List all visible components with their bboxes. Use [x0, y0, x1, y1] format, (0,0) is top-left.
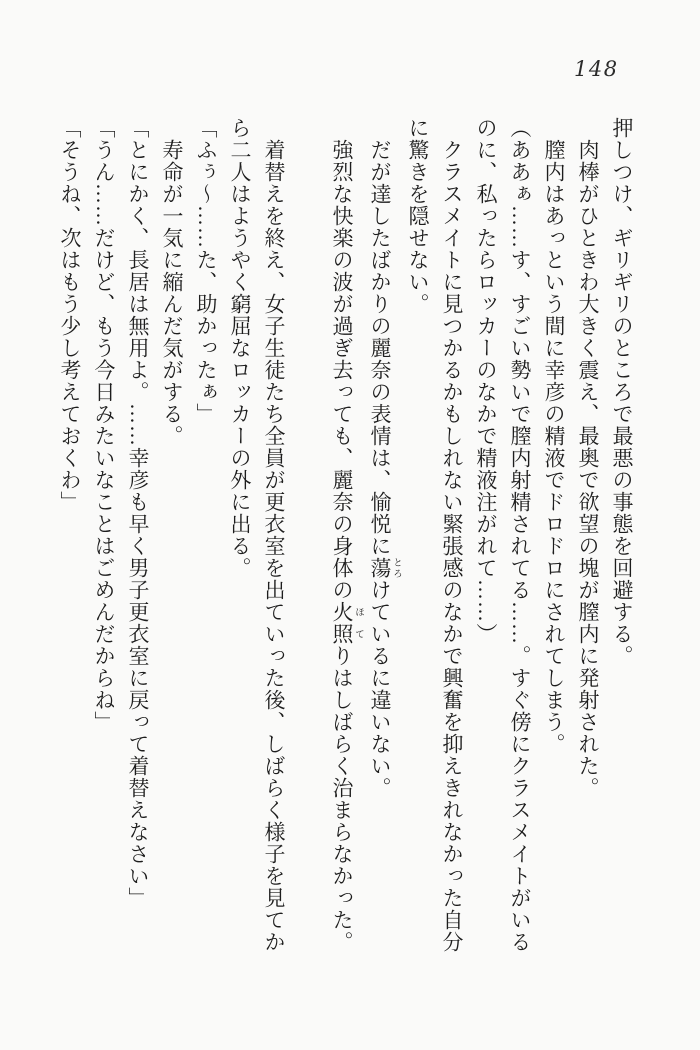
vertical-text-block	[53, 117, 639, 958]
paragraph: クラスメイトに見つかるかもしれない緊張感のなかで興奮を抑えきれなかった自分に驚きを隠せない。	[406, 117, 464, 953]
paragraph: 「とにかく、長居は無用よ。……幸彦も早く男子更衣室に戻って着替えなさい」	[126, 117, 150, 909]
paragraph: 強烈な快楽の波が過ぎ去っても、麗奈の身体の火 ほ照 てりはしばらく治まらなかった。	[330, 139, 363, 953]
paragraph: 「ふぅ～……た、助かったぁ」	[194, 117, 218, 425]
page-number: 148	[574, 57, 619, 81]
paragraph: 膣内はあっという間に幸彦の精液でドロドロにされてしまう。	[542, 139, 566, 755]
paragraph: 「うん……だけど、もう今日みたいなことはごめんだからね」	[92, 117, 116, 733]
paragraph: （ああぁ……す、すごい勢いで膣内射精されてる……。すぐ傍にクラスメイトがいるのに、私ったらロッカーのなかで精液注がれて……）	[474, 117, 532, 953]
paragraph: 寿命が一気に縮んだ気がする。	[160, 139, 184, 447]
paragraph: 押しつけ、ギリギリのところで最悪の事態を回避する。	[610, 117, 634, 667]
paragraph: 「そうね、次はもう少し考えておくわ」	[58, 117, 82, 513]
paragraph: 着替えを終え、女子生徒たち全員が更衣室を出ていった後、しばらく様子を見てから二人はようやく窮屈なロッカーの外に出る。	[228, 117, 286, 953]
ruby-annotation: 蕩 とろ	[368, 557, 401, 579]
ruby-annotation: 火 ほ	[330, 601, 363, 623]
paragraph: だが達したばかりの麗奈の表情は、愉悦に蕩 とろけているに違いない。	[368, 139, 401, 799]
paragraph: 肉棒がひときわ大きく震え、最奥で欲望の塊が膣内に発射された。	[576, 139, 600, 799]
ruby-annotation: 照 て	[330, 623, 363, 645]
